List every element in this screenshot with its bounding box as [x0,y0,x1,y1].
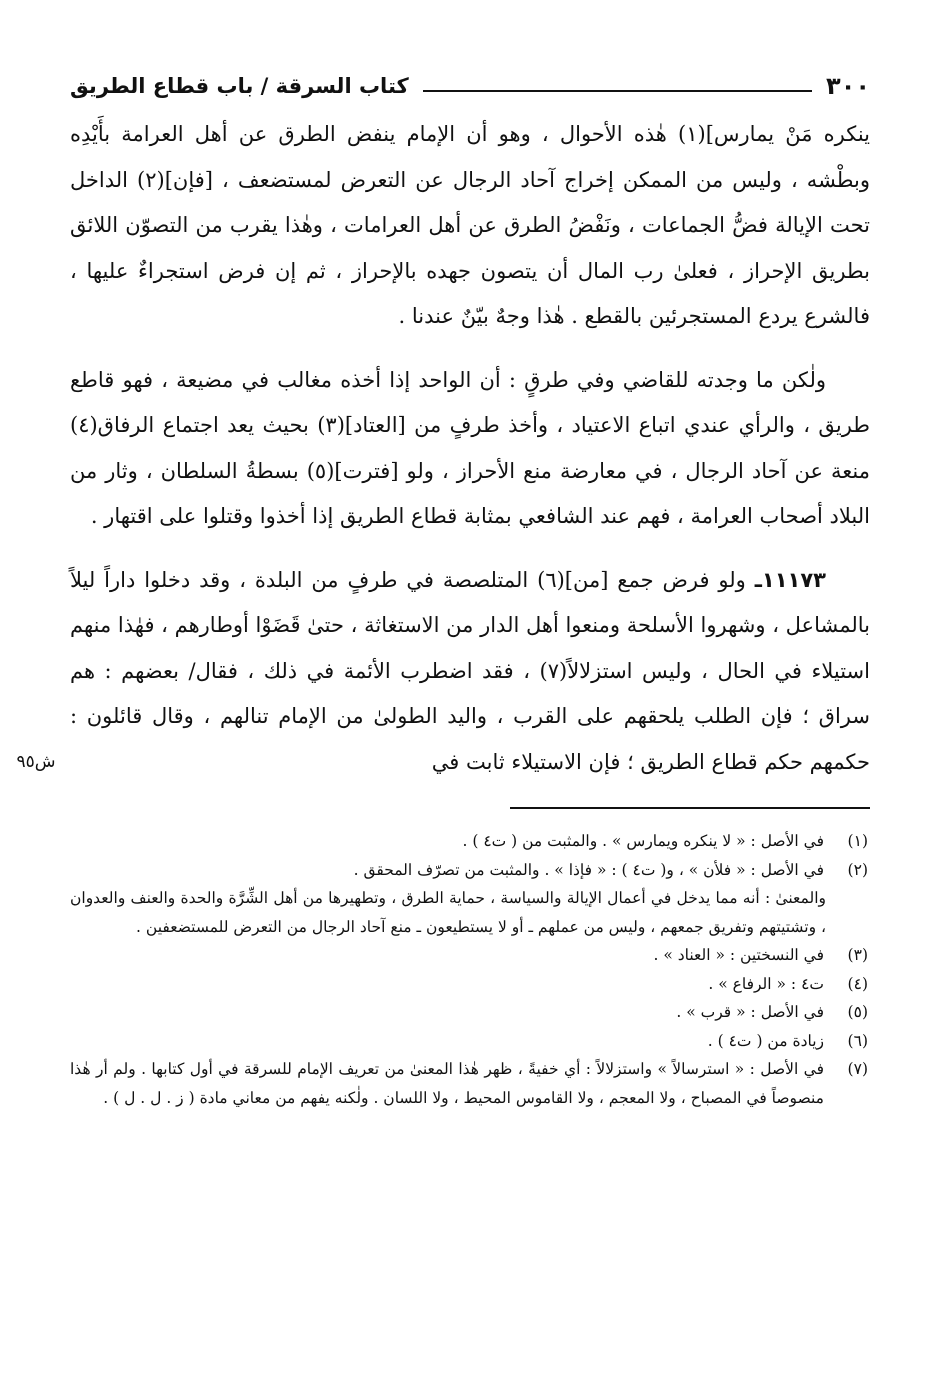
footnote-number: (٧) [847,1060,868,1078]
footnote-number: (١) [847,832,868,850]
footnote-text: ت٤ : « الرفاع » . [708,974,824,993]
footnote-number: (٣) [847,946,868,964]
footnote [70,998,870,1027]
footnote-number: (٥) [847,1003,868,1021]
running-header [70,60,870,112]
margin-note: ش٩٥ [16,752,56,772]
paragraph-continuation: ينكره مَنْ يمارس](١) هٰذه الأحوال ، وهو أن الإمام ينفض الطرق عن أهل العرامة بأَيْدِه وبطْشه ، وليس من الممكن إخراج آحاد الرجال عن التعرض لمستضعف ، [فإن](٢) الداخل تحت الإيالة فضُّ الجماعات ، ونَفْضُ الطرق عن أهل العرامات ، وهٰذا يقرب من التصوّن اللائق بطريق الإحراز ، فعلىٰ رب المال أن يتصون جهده بالإحراز ، ثم إن فرض استجراءٌ عليها ، فالشرع يردع المستجرئين بالقطع . هٰذا وجهٌ بيّنٌ عندنا . [70,122,871,328]
paragraph-numbered-text: ولو فرض جمع [من](٦) المتلصصة في طرفٍ من البلدة ، وقد دخلوا داراً ليلاً بالمشاعل ، وشهروا الأسلحة ومنعوا أهل الدار من الاستغاثة ، حتىٰ قَضَوْا أوطارهم ، فهٰذا منهم استيلاء في الحال ، وليس استزلالاً(٧) ، فقد اضطرب الأئمة في ذلك ، فقال/ بعضهم : هم سراق ؛ فإن الطلب يلحقهم على القرب ، واليد الطولىٰ من الإمام تنالهم ، وقال قائلون : حكمهم حكم قطاع الطريق ؛ فإن الاستيلاء ثابت في [69,567,870,774]
footnote-text: في الأصل : « لا ينكره ويمارس » . والمثبت من ( ت٤ ) . [462,832,824,850]
page-number: ٣٠٠ [826,72,870,100]
footnote-number: (٤) [847,974,868,993]
footnotes [70,827,870,1112]
paragraph-qadi: ولٰكن ما وجدته للقاضي وفي طرقٍ : أن الواحد إذا أخذه مغالب في مضيعة ، فهو قاطع طريق ، والرأي عندي اتباع الاعتياد ، وأخذ طرفٍ من [العتاد](٣) بحيث يعد اجتماع الرفاق(٤) منعة عن آحاد الرجال ، في معارضة منع الأحراز ، ولو [فترت](٥) بسطةُ السلطان ، وثار من البلاد أصحاب العرامة ، فهم عند الشافعي بمثابة قطاع الطريق إذا أخذوا وقتلوا على اقتهار . [70,367,870,528]
footnote [70,970,870,999]
footnote [70,856,870,885]
footnote [70,1027,870,1056]
footnote-text: في الأصل : « استرسالاً » واستزلالاً : أي خفيةً ، ظهر هٰذا المعنىٰ من تعريف الإمام للسرقة في أول كتابها . ولم أر هٰذا منصوصاً في المصباح ، ولا المعجم ، ولا القاموس المحيط ، ولا اللسان . ولٰكنه يفهم من معاني مادة ( ز . ل . ل ) . [70,1060,824,1107]
header-rule [423,90,812,92]
footnote-text: في الأصل : « فلأن » ، و( ت٤ ) : « فإذا » . والمثبت من تصرّف المحقق . [353,860,824,879]
footnote-number: (٢) [847,860,868,879]
footnote-continuation: والمعنىٰ : أنه مما يدخل في أعمال الإيالة والسياسة ، حماية الطرق ، وتطهيرها من أهل الشِّرَّة والحدة والعنف والعدوان ، وتشتيتهم وتفريق جمعهم ، وليس من عملهم ـ أو لا يستطيعون ـ منع آحاد الرجال من التعرض للمستضعفين . [70,889,826,936]
book-page [16,60,871,1360]
footnote [70,941,870,970]
footnote-text: في النسختين : « العناد » . [653,946,824,964]
footnote-text: في الأصل : « قرب » . [676,1003,824,1021]
footnote-separator [510,807,870,809]
footnote-text: زيادة من ( ت٤ ) . [707,1031,824,1050]
footnote-number: (٦) [847,1031,868,1050]
running-title: كتاب السرقة / باب قطاع الطريق [70,74,409,98]
paragraph-number: ١١١٧٣ـ [754,567,826,592]
footnote [70,827,870,856]
paragraph-numbered [70,558,870,786]
main-text [70,112,870,785]
footnote [70,1055,870,1112]
